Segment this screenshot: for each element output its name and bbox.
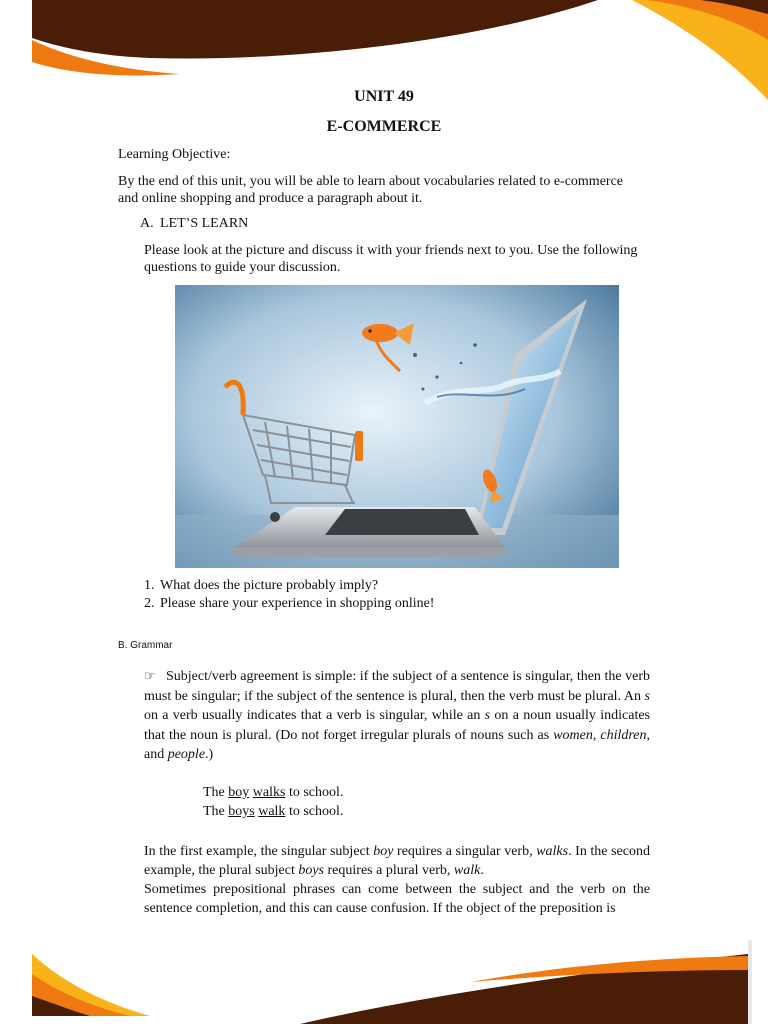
ecommerce-illustration-graphic (175, 285, 619, 568)
example-sentence-singular (203, 785, 343, 801)
example-text: The (203, 785, 229, 800)
rule-text: Subject/verb agreement is simple: if the subject of a sentence is singular, then the verb must be singular; if the subject of the sentence is plural, then the verb must be plural. An (144, 669, 650, 704)
rule-emphasis: women (553, 727, 593, 743)
example-subject: boy (228, 785, 250, 800)
explanation-emphasis: walk (453, 863, 481, 878)
grammar-rule-paragraph (144, 667, 650, 765)
section-a-title: LET’S LEARN (160, 216, 249, 231)
explanation-emphasis: boys (298, 863, 325, 878)
section-b-heading: B. Grammar (118, 640, 173, 651)
learning-objective-label: Learning Objective: (118, 147, 231, 162)
example-text: to school. (285, 785, 344, 800)
discussion-questions (144, 577, 434, 612)
explanation-emphasis: walks (536, 844, 569, 859)
rule-text: .) (205, 747, 214, 763)
list-item-text: What does the picture probably imply? (160, 578, 379, 593)
rule-emphasis: s (484, 708, 491, 724)
rule-text: on a verb usually indicates that a verb is singular, while an (144, 708, 485, 724)
rule-emphasis: s (644, 688, 650, 704)
example-sentence-plural (203, 804, 343, 820)
list-item (144, 595, 434, 613)
footer-decoration (0, 940, 768, 1024)
list-item (144, 577, 434, 595)
explanation-text: requires a singular verb, (393, 844, 537, 859)
explanation-emphasis: boy (373, 844, 394, 859)
ecommerce-illustration (175, 285, 619, 568)
discussion-instructions: Please look at the picture and discuss it with your friends next to you. Use the following questions to guide your discussion. (144, 243, 638, 275)
pointing-hand-icon: ☞ (144, 669, 156, 684)
rule-emphasis: children (600, 727, 647, 743)
rule-text: , and (144, 727, 651, 763)
grammar-explanation (144, 842, 650, 918)
example-text: to school. (285, 804, 344, 819)
rule-text: on a noun usually indicates that the noun is plural. (Do not forget irregular plurals of nouns such as (144, 708, 650, 743)
unit-number: UNIT 49 (354, 88, 414, 105)
page-title: E-COMMERCE (326, 118, 442, 135)
section-a-heading (140, 215, 248, 232)
example-subject: boys (228, 804, 255, 819)
list-item-number: 1. (144, 578, 155, 593)
rule-emphasis: people (167, 747, 206, 763)
rule-text: , (592, 727, 601, 743)
example-verb: walk (258, 804, 286, 819)
explanation-text: requires a plural verb, (324, 863, 454, 878)
example-verb: walks (252, 785, 286, 800)
explanation-text: . In the second example, the plural subject (144, 844, 650, 878)
list-item-number: 2. (144, 595, 155, 611)
explanation-text: . (480, 863, 484, 878)
explanation-text: In the first example, the singular subject (144, 844, 374, 859)
explanation-text: Sometimes prepositional phrases can come between the subject and the verb on the sentence completion, and this can cause confusion. If the object of the preposition is (144, 882, 650, 916)
section-a-marker: A. (140, 216, 154, 231)
example-text: The (203, 804, 229, 819)
list-item-text: Please share your experience in shopping online! (160, 595, 435, 611)
learning-objective-text: By the end of this unit, you will be able to learn about vocabularies related to e-commerce and online shopping and produce a paragraph about it. (118, 174, 623, 206)
